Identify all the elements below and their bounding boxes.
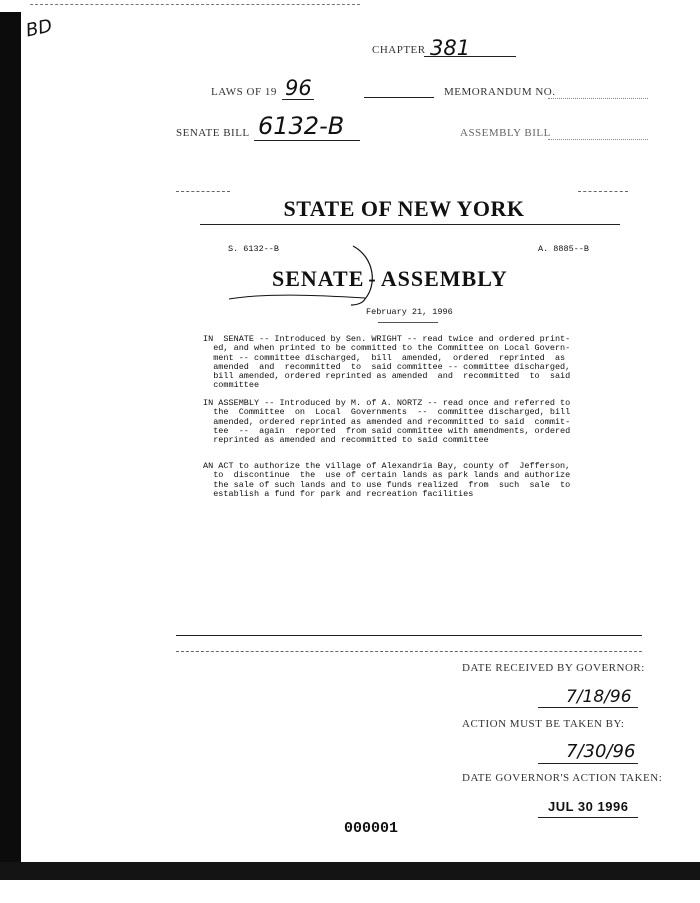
- bill-date: February 21, 1996: [366, 307, 453, 317]
- act-line: AN ACT to authorize the village of Alexandria Bay, county of Jefferson,: [203, 461, 571, 471]
- action-taken-label: DATE GOVERNOR'S ACTION TAKEN:: [462, 772, 663, 784]
- action-taken-date-stamp: JUL 30 1996: [548, 799, 629, 814]
- scan-border-bottom: [0, 862, 700, 880]
- senate-line: ed, and when printed to be committed to the Committee on Local Govern-: [203, 343, 571, 354]
- rule-right: [578, 191, 628, 192]
- house-assembly: ASSEMBLY: [380, 266, 508, 291]
- senate-line: amended and recommitted to said committee -- committee discharged,: [203, 361, 571, 372]
- house-senate: SENATE: [272, 266, 365, 291]
- assembly-bill-line: [548, 139, 648, 140]
- rule-left: [176, 191, 230, 192]
- received-date: 7/18/96: [566, 687, 632, 707]
- scan-border-left: [0, 12, 21, 872]
- heading-rule: [200, 224, 620, 225]
- senate-paragraph: [203, 335, 570, 391]
- assembly-line: IN ASSEMBLY -- Introduced by M. of A. NORTZ -- read once and referred to: [203, 398, 571, 408]
- page-number: 000001: [344, 820, 399, 837]
- action-due-date: 7/30/96: [566, 741, 636, 762]
- house-separator: -: [368, 266, 377, 291]
- assembly-line: tee -- again reported from said committee with amendments, ordered: [203, 425, 571, 436]
- senate-line: committee: [203, 380, 260, 391]
- memorandum-label: MEMORANDUM NO.: [444, 86, 556, 98]
- assembly-bill-label: ASSEMBLY BILL: [460, 127, 551, 139]
- act-paragraph: [203, 462, 570, 499]
- lower-rule-2: [176, 651, 642, 652]
- corner-mark: BD: [24, 15, 55, 42]
- senate-bill-number: 6132-B: [258, 112, 345, 140]
- laws-year: 96: [285, 76, 312, 100]
- action-taken-underline: [538, 817, 638, 818]
- act-line: establish a fund for park and recreation facilities: [203, 488, 474, 499]
- action-due-label: ACTION MUST BE TAKEN BY:: [462, 718, 625, 730]
- assembly-paragraph: [203, 399, 570, 445]
- senate-bill-underline: [254, 140, 360, 141]
- action-due-underline: [538, 763, 638, 764]
- date-rule: [378, 322, 438, 323]
- scan-line-top: [30, 4, 360, 5]
- senate-bill-label: SENATE BILL: [176, 127, 250, 139]
- chapter-label: CHAPTER: [372, 44, 426, 56]
- assembly-bill-code: A. 8885--B: [538, 244, 590, 254]
- lower-rule-1: [176, 635, 642, 636]
- act-line: to discontinue the use of certain lands as park lands and authorize: [203, 470, 571, 481]
- memorandum-line: [548, 98, 648, 99]
- act-line: the sale of such lands and to use funds realized from such sale to: [203, 479, 571, 490]
- received-label: DATE RECEIVED BY GOVERNOR:: [462, 662, 645, 674]
- senate-line: bill amended, ordered reprinted as amended and recommitted to said: [203, 371, 571, 382]
- chapter-number: 381: [430, 36, 471, 60]
- senate-line: IN SENATE -- Introduced by Sen. WRIGHT -- read twice and ordered print-: [203, 334, 571, 344]
- assembly-line: the Committee on Local Governments -- committee discharged, bill: [203, 407, 571, 418]
- senate-line: ment -- committee discharged, bill amended, ordered reprinted as: [203, 352, 566, 363]
- assembly-line: reprinted as amended and recommitted to said committee: [203, 435, 489, 446]
- blank-line: [364, 97, 434, 98]
- received-underline: [538, 707, 638, 708]
- document-heading: STATE OF NEW YORK: [283, 196, 525, 221]
- assembly-line: amended, ordered reprinted as amended and recommitted to said commit-: [203, 416, 571, 427]
- laws-label: LAWS OF 19: [211, 86, 277, 98]
- senate-bill-code: S. 6132--B: [228, 244, 280, 254]
